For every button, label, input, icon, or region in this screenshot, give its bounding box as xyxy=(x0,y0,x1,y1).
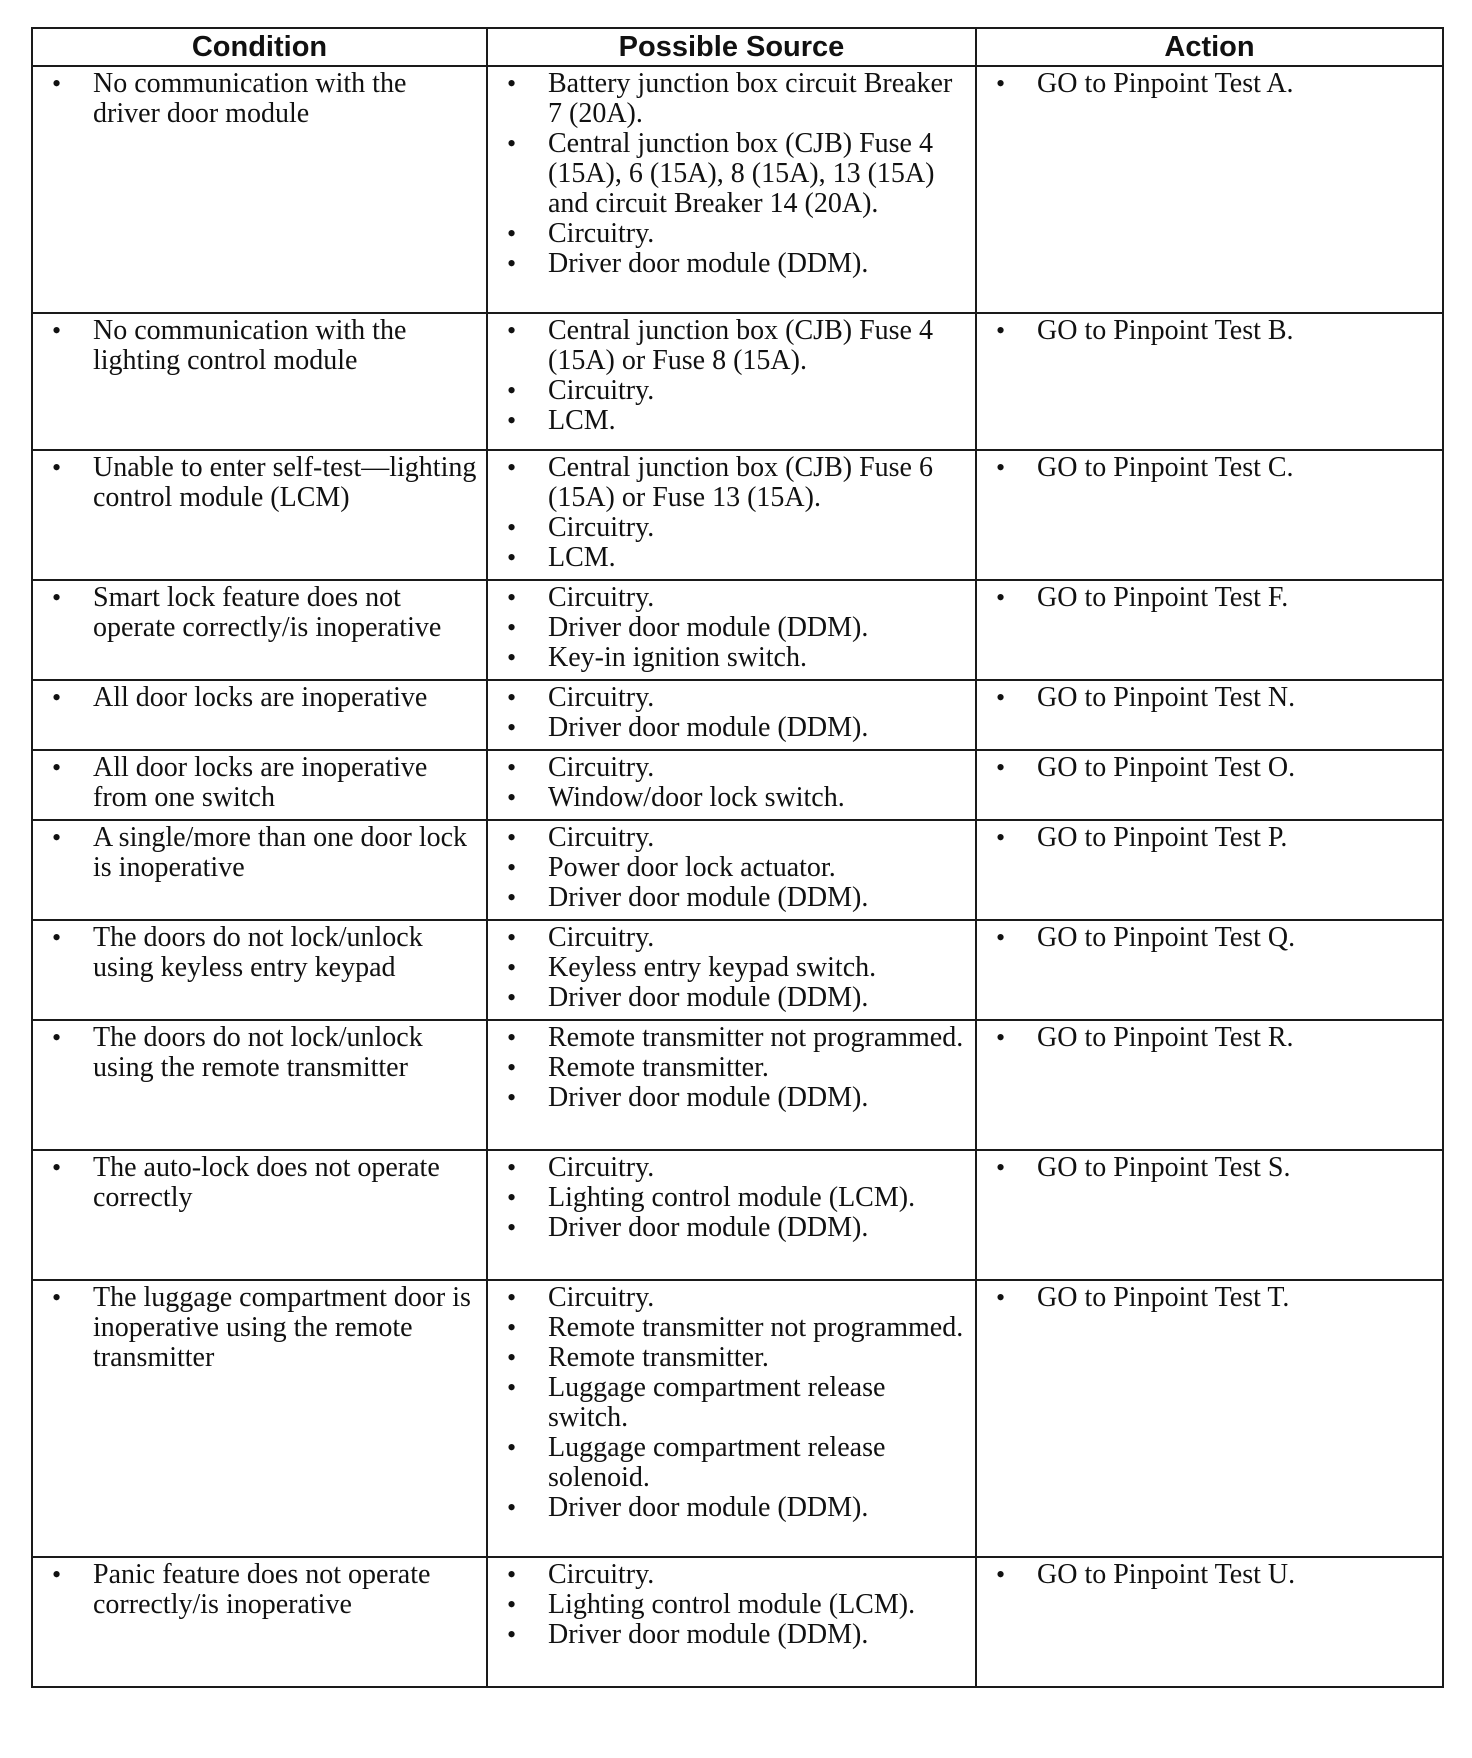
action-list xyxy=(983,1023,1436,1053)
source-list xyxy=(494,683,969,743)
source-list xyxy=(494,1023,969,1113)
action-list xyxy=(983,683,1436,713)
source-list xyxy=(494,823,969,913)
condition-text: • The auto-lock does not operate correctly xyxy=(39,1153,480,1213)
action-list xyxy=(983,753,1436,783)
source-item: • Window/door lock switch. xyxy=(494,783,969,813)
action-cell xyxy=(976,1280,1443,1557)
possible-source-cell xyxy=(487,580,976,680)
action-list xyxy=(983,1560,1436,1590)
source-list xyxy=(494,69,969,279)
source-item: • Circuitry. xyxy=(494,219,969,249)
possible-source-cell xyxy=(487,313,976,450)
action-text: • GO to Pinpoint Test R. xyxy=(983,1023,1436,1053)
source-item: • Luggage compartment release switch. xyxy=(494,1373,969,1433)
action-list xyxy=(983,1153,1436,1183)
table-row xyxy=(32,66,1443,313)
action-list xyxy=(983,923,1436,953)
table-row xyxy=(32,580,1443,680)
source-item: • Battery junction box circuit Breaker 7 (20A). xyxy=(494,69,969,129)
source-list xyxy=(494,453,969,573)
source-item: • Circuitry. xyxy=(494,513,969,543)
action-cell xyxy=(976,450,1443,580)
table-body xyxy=(32,66,1443,1687)
possible-source-cell xyxy=(487,920,976,1020)
condition-cell xyxy=(32,580,487,680)
action-cell xyxy=(976,313,1443,450)
source-item: • Circuitry. xyxy=(494,1283,969,1313)
possible-source-cell xyxy=(487,680,976,750)
source-item: • Circuitry. xyxy=(494,753,969,783)
condition-text: • A single/more than one door lock is inoperative xyxy=(39,823,480,883)
condition-cell xyxy=(32,1150,487,1280)
source-item: • Lighting control module (LCM). xyxy=(494,1183,969,1213)
source-list xyxy=(494,583,969,673)
source-item: • Driver door module (DDM). xyxy=(494,1213,969,1243)
condition-list xyxy=(39,923,480,983)
action-cell xyxy=(976,66,1443,313)
source-item: • Driver door module (DDM). xyxy=(494,1493,969,1523)
source-item: • Circuitry. xyxy=(494,583,969,613)
diagnosis-table-container xyxy=(31,27,1442,1688)
source-item: • Driver door module (DDM). xyxy=(494,1083,969,1113)
possible-source-cell xyxy=(487,750,976,820)
possible-source-cell xyxy=(487,820,976,920)
source-item: • Driver door module (DDM). xyxy=(494,883,969,913)
source-list xyxy=(494,923,969,1013)
possible-source-cell xyxy=(487,1280,976,1557)
source-list xyxy=(494,1560,969,1650)
source-item: • Central junction box (CJB) Fuse 6 (15A) or Fuse 13 (15A). xyxy=(494,453,969,513)
action-text: • GO to Pinpoint Test S. xyxy=(983,1153,1436,1183)
condition-text: • Smart lock feature does not operate correctly/is inoperative xyxy=(39,583,480,643)
source-item: • Circuitry. xyxy=(494,823,969,853)
table-row xyxy=(32,1150,1443,1280)
header-action: Action xyxy=(976,28,1443,66)
source-item: • Lighting control module (LCM). xyxy=(494,1590,969,1620)
condition-list xyxy=(39,583,480,643)
condition-cell xyxy=(32,313,487,450)
action-cell xyxy=(976,1557,1443,1687)
table-row xyxy=(32,313,1443,450)
action-cell xyxy=(976,820,1443,920)
condition-text: • Panic feature does not operate correctly/is inoperative xyxy=(39,1560,480,1620)
source-item: • Central junction box (CJB) Fuse 4 (15A), 6 (15A), 8 (15A), 13 (15A) and circuit Breaker 14 (20A). xyxy=(494,129,969,219)
source-item: • Remote transmitter. xyxy=(494,1053,969,1083)
condition-text: • All door locks are inoperative xyxy=(39,683,480,713)
condition-cell xyxy=(32,1280,487,1557)
condition-cell xyxy=(32,1020,487,1150)
source-item: • Circuitry. xyxy=(494,1560,969,1590)
source-item: • Key-in ignition switch. xyxy=(494,643,969,673)
action-list xyxy=(983,316,1436,346)
header-row xyxy=(32,28,1443,66)
possible-source-cell xyxy=(487,1557,976,1687)
action-text: • GO to Pinpoint Test B. xyxy=(983,316,1436,346)
condition-cell xyxy=(32,450,487,580)
source-item: • LCM. xyxy=(494,543,969,573)
action-cell xyxy=(976,920,1443,1020)
source-item: • Remote transmitter. xyxy=(494,1343,969,1373)
action-text: • GO to Pinpoint Test P. xyxy=(983,823,1436,853)
condition-cell xyxy=(32,66,487,313)
condition-cell xyxy=(32,1557,487,1687)
condition-text: • Unable to enter self-test—lighting control module (LCM) xyxy=(39,453,480,513)
table-row xyxy=(32,1557,1443,1687)
action-text: • GO to Pinpoint Test A. xyxy=(983,69,1436,99)
table-row xyxy=(32,1280,1443,1557)
source-item: • Circuitry. xyxy=(494,376,969,406)
table-row xyxy=(32,750,1443,820)
source-list xyxy=(494,753,969,813)
condition-list xyxy=(39,753,480,813)
condition-cell xyxy=(32,820,487,920)
condition-text: • No communication with the driver door module xyxy=(39,69,480,129)
condition-text: • The doors do not lock/unlock using the remote transmitter xyxy=(39,1023,480,1083)
source-item: • Circuitry. xyxy=(494,1153,969,1183)
action-cell xyxy=(976,580,1443,680)
source-item: • Driver door module (DDM). xyxy=(494,613,969,643)
header-possible-source: Possible Source xyxy=(487,28,976,66)
action-text: • GO to Pinpoint Test U. xyxy=(983,1560,1436,1590)
condition-list xyxy=(39,1023,480,1083)
table-row xyxy=(32,450,1443,580)
source-item: • Driver door module (DDM). xyxy=(494,1620,969,1650)
condition-list xyxy=(39,1560,480,1620)
possible-source-cell xyxy=(487,1150,976,1280)
source-item: • Driver door module (DDM). xyxy=(494,983,969,1013)
source-list xyxy=(494,1283,969,1523)
condition-list xyxy=(39,823,480,883)
condition-list xyxy=(39,69,480,129)
source-item: • Circuitry. xyxy=(494,923,969,953)
condition-text: • No communication with the lighting control module xyxy=(39,316,480,376)
condition-text: • The doors do not lock/unlock using keyless entry keypad xyxy=(39,923,480,983)
source-item: • Keyless entry keypad switch. xyxy=(494,953,969,983)
source-item: • Power door lock actuator. xyxy=(494,853,969,883)
action-cell xyxy=(976,680,1443,750)
condition-cell xyxy=(32,750,487,820)
source-item: • Remote transmitter not programmed. xyxy=(494,1313,969,1343)
possible-source-cell xyxy=(487,450,976,580)
table-row xyxy=(32,1020,1443,1150)
source-item: • Central junction box (CJB) Fuse 4 (15A) or Fuse 8 (15A). xyxy=(494,316,969,376)
condition-text: • The luggage compartment door is inoperative using the remote transmitter xyxy=(39,1283,480,1373)
condition-list xyxy=(39,1283,480,1373)
symptom-chart-table xyxy=(31,27,1444,1688)
action-text: • GO to Pinpoint Test T. xyxy=(983,1283,1436,1313)
header-condition: Condition xyxy=(32,28,487,66)
condition-list xyxy=(39,1153,480,1213)
table-row xyxy=(32,820,1443,920)
action-text: • GO to Pinpoint Test C. xyxy=(983,453,1436,483)
condition-text: • All door locks are inoperative from one switch xyxy=(39,753,480,813)
source-item: • Luggage compartment release solenoid. xyxy=(494,1433,969,1493)
action-list xyxy=(983,823,1436,853)
possible-source-cell xyxy=(487,1020,976,1150)
condition-list xyxy=(39,316,480,376)
source-list xyxy=(494,316,969,436)
action-text: • GO to Pinpoint Test F. xyxy=(983,583,1436,613)
action-list xyxy=(983,583,1436,613)
condition-cell xyxy=(32,920,487,1020)
action-list xyxy=(983,1283,1436,1313)
condition-list xyxy=(39,453,480,513)
action-text: • GO to Pinpoint Test O. xyxy=(983,753,1436,783)
action-list xyxy=(983,69,1436,99)
table-row xyxy=(32,680,1443,750)
action-text: • GO to Pinpoint Test N. xyxy=(983,683,1436,713)
condition-list xyxy=(39,683,480,713)
possible-source-cell xyxy=(487,66,976,313)
source-item: • Driver door module (DDM). xyxy=(494,713,969,743)
action-list xyxy=(983,453,1436,483)
source-item: • Remote transmitter not programmed. xyxy=(494,1023,969,1053)
action-cell xyxy=(976,750,1443,820)
condition-cell xyxy=(32,680,487,750)
source-item: • LCM. xyxy=(494,406,969,436)
action-cell xyxy=(976,1020,1443,1150)
source-item: • Driver door module (DDM). xyxy=(494,249,969,279)
table-row xyxy=(32,920,1443,1020)
source-list xyxy=(494,1153,969,1243)
action-text: • GO to Pinpoint Test Q. xyxy=(983,923,1436,953)
source-item: • Circuitry. xyxy=(494,683,969,713)
action-cell xyxy=(976,1150,1443,1280)
